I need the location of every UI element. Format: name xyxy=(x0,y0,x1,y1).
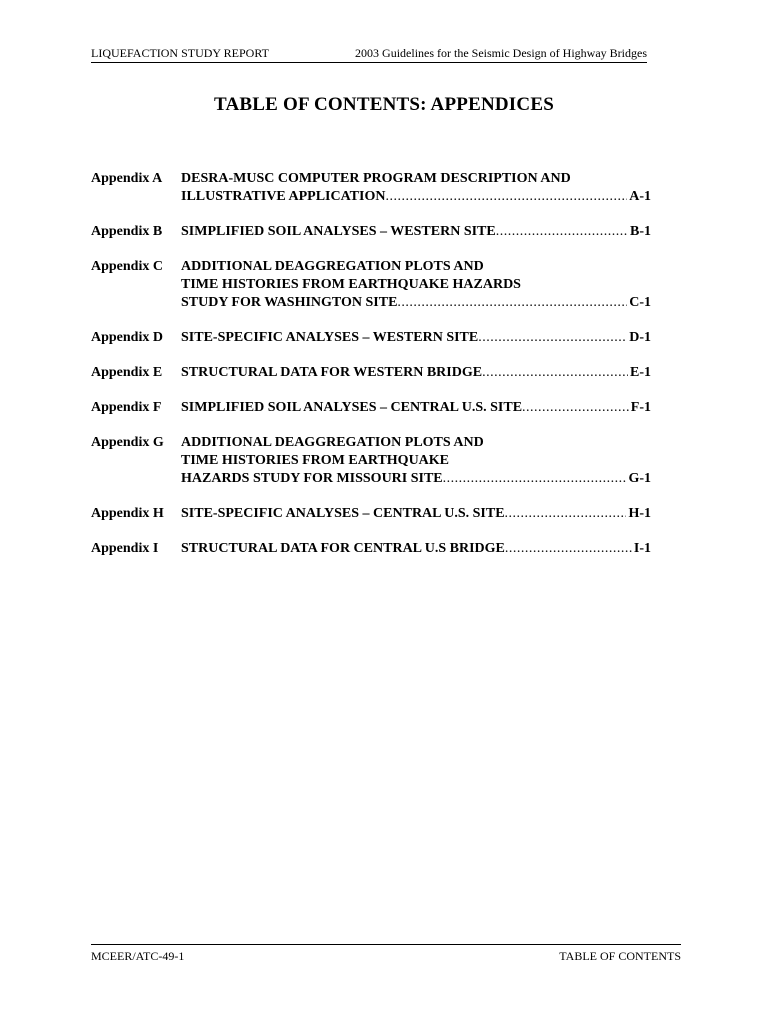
toc-entry-leader-line xyxy=(181,294,651,312)
toc-entry-page-number[interactable]: E-1 xyxy=(630,365,651,380)
toc-entry-body xyxy=(181,364,651,382)
dot-leader xyxy=(443,470,627,488)
footer-section-name: TABLE OF CONTENTS xyxy=(559,949,681,963)
toc-entry[interactable] xyxy=(91,399,651,417)
toc-entry-body xyxy=(181,170,651,206)
toc-entry-title-line: SIMPLIFIED SOIL ANALYSES – WESTERN SITE xyxy=(181,224,496,239)
toc-entry[interactable] xyxy=(91,434,651,488)
toc-entry-page-number[interactable]: I-1 xyxy=(633,541,651,556)
toc-entry-title-line: DESRA-MUSC COMPUTER PROGRAM DESCRIPTION AND xyxy=(181,171,571,186)
toc-entry-body xyxy=(181,258,651,312)
toc-entry-page-number[interactable]: H-1 xyxy=(628,506,651,521)
toc-entry-label: Appendix B xyxy=(91,224,163,239)
toc-entry-label: Appendix I xyxy=(91,541,159,556)
toc-entry-label: Appendix H xyxy=(91,506,164,521)
toc-entry-leader-line xyxy=(181,540,651,558)
dot-leader xyxy=(397,294,627,312)
toc-entry-page-number[interactable]: B-1 xyxy=(630,224,651,239)
toc-entry-body xyxy=(181,399,651,417)
toc-entry-page-number[interactable]: D-1 xyxy=(629,330,651,345)
toc-entry-title-line: ADDITIONAL DEAGGREGATION PLOTS AND xyxy=(181,435,484,450)
header-report-name: LIQUEFACTION STUDY REPORT xyxy=(91,46,269,60)
footer-report-id: MCEER/ATC-49-1 xyxy=(91,949,185,963)
toc-entry-page-number[interactable]: A-1 xyxy=(629,189,651,204)
dot-leader xyxy=(478,329,627,347)
page-title: TABLE OF CONTENTS: APPENDICES xyxy=(214,94,554,115)
toc-entry-leader-line xyxy=(181,399,651,417)
toc-entry-body xyxy=(181,223,651,241)
dot-leader xyxy=(482,364,628,382)
toc-entry-label: Appendix C xyxy=(91,259,163,274)
dot-leader xyxy=(385,188,627,206)
header-document-title: 2003 Guidelines for the Seismic Design of Highway Bridges xyxy=(355,46,647,60)
toc-entry-leader-line xyxy=(181,188,651,206)
toc-entry-label: Appendix E xyxy=(91,365,163,380)
toc-entry-body xyxy=(181,540,651,558)
toc-entry-title-line: STUDY FOR WASHINGTON SITE xyxy=(181,295,398,310)
dot-leader xyxy=(522,399,629,417)
toc-entry-label: Appendix D xyxy=(91,330,163,345)
toc-entry-title-line: STRUCTURAL DATA FOR CENTRAL U.S BRIDGE xyxy=(181,541,505,556)
toc-entry-title-line: STRUCTURAL DATA FOR WESTERN BRIDGE xyxy=(181,365,483,380)
toc-entry[interactable] xyxy=(91,170,651,206)
toc-entry-leader-line xyxy=(181,329,651,347)
toc-entry-title-line: SIMPLIFIED SOIL ANALYSES – CENTRAL U.S. SITE xyxy=(181,400,523,415)
toc-entry[interactable] xyxy=(91,223,651,241)
toc-entry-page-number[interactable]: F-1 xyxy=(630,400,651,415)
running-header xyxy=(91,46,647,63)
toc-entry-body xyxy=(181,329,651,347)
toc-entry-leader-line xyxy=(181,470,651,488)
toc-entry-leader-line xyxy=(181,505,651,523)
toc-entry[interactable] xyxy=(91,364,651,382)
toc-entry-title-line: TIME HISTORIES FROM EARTHQUAKE xyxy=(181,453,450,468)
dot-leader xyxy=(505,540,632,558)
dot-leader xyxy=(496,223,628,241)
toc-entry-title-line: ILLUSTRATIVE APPLICATION xyxy=(181,189,386,204)
toc-entry-title-line: SITE-SPECIFIC ANALYSES – CENTRAL U.S. SITE xyxy=(181,506,505,521)
toc-entry-leader-line xyxy=(181,223,651,241)
toc-entry-title-line: SITE-SPECIFIC ANALYSES – WESTERN SITE xyxy=(181,330,479,345)
toc-entry-label: Appendix F xyxy=(91,400,162,415)
toc-entry-page-number[interactable]: C-1 xyxy=(629,295,651,310)
toc-entry-leader-line xyxy=(181,364,651,382)
toc-entry-body xyxy=(181,434,651,488)
toc-entry-title-line: ADDITIONAL DEAGGREGATION PLOTS AND xyxy=(181,259,484,274)
running-footer xyxy=(91,944,681,964)
toc-entry[interactable] xyxy=(91,505,651,523)
toc-entry-label: Appendix G xyxy=(91,435,164,450)
toc-entry[interactable] xyxy=(91,540,651,558)
toc-entry-title-line: TIME HISTORIES FROM EARTHQUAKE HAZARDS xyxy=(181,277,521,292)
toc-entry-label: Appendix A xyxy=(91,171,163,186)
toc-entry[interactable] xyxy=(91,329,651,347)
toc-entry-title-line: HAZARDS STUDY FOR MISSOURI SITE xyxy=(181,471,443,486)
toc-entry-body xyxy=(181,505,651,523)
table-of-contents xyxy=(91,170,651,575)
dot-leader xyxy=(505,505,627,523)
toc-entry[interactable] xyxy=(91,258,651,312)
toc-entry-page-number[interactable]: G-1 xyxy=(628,471,651,486)
